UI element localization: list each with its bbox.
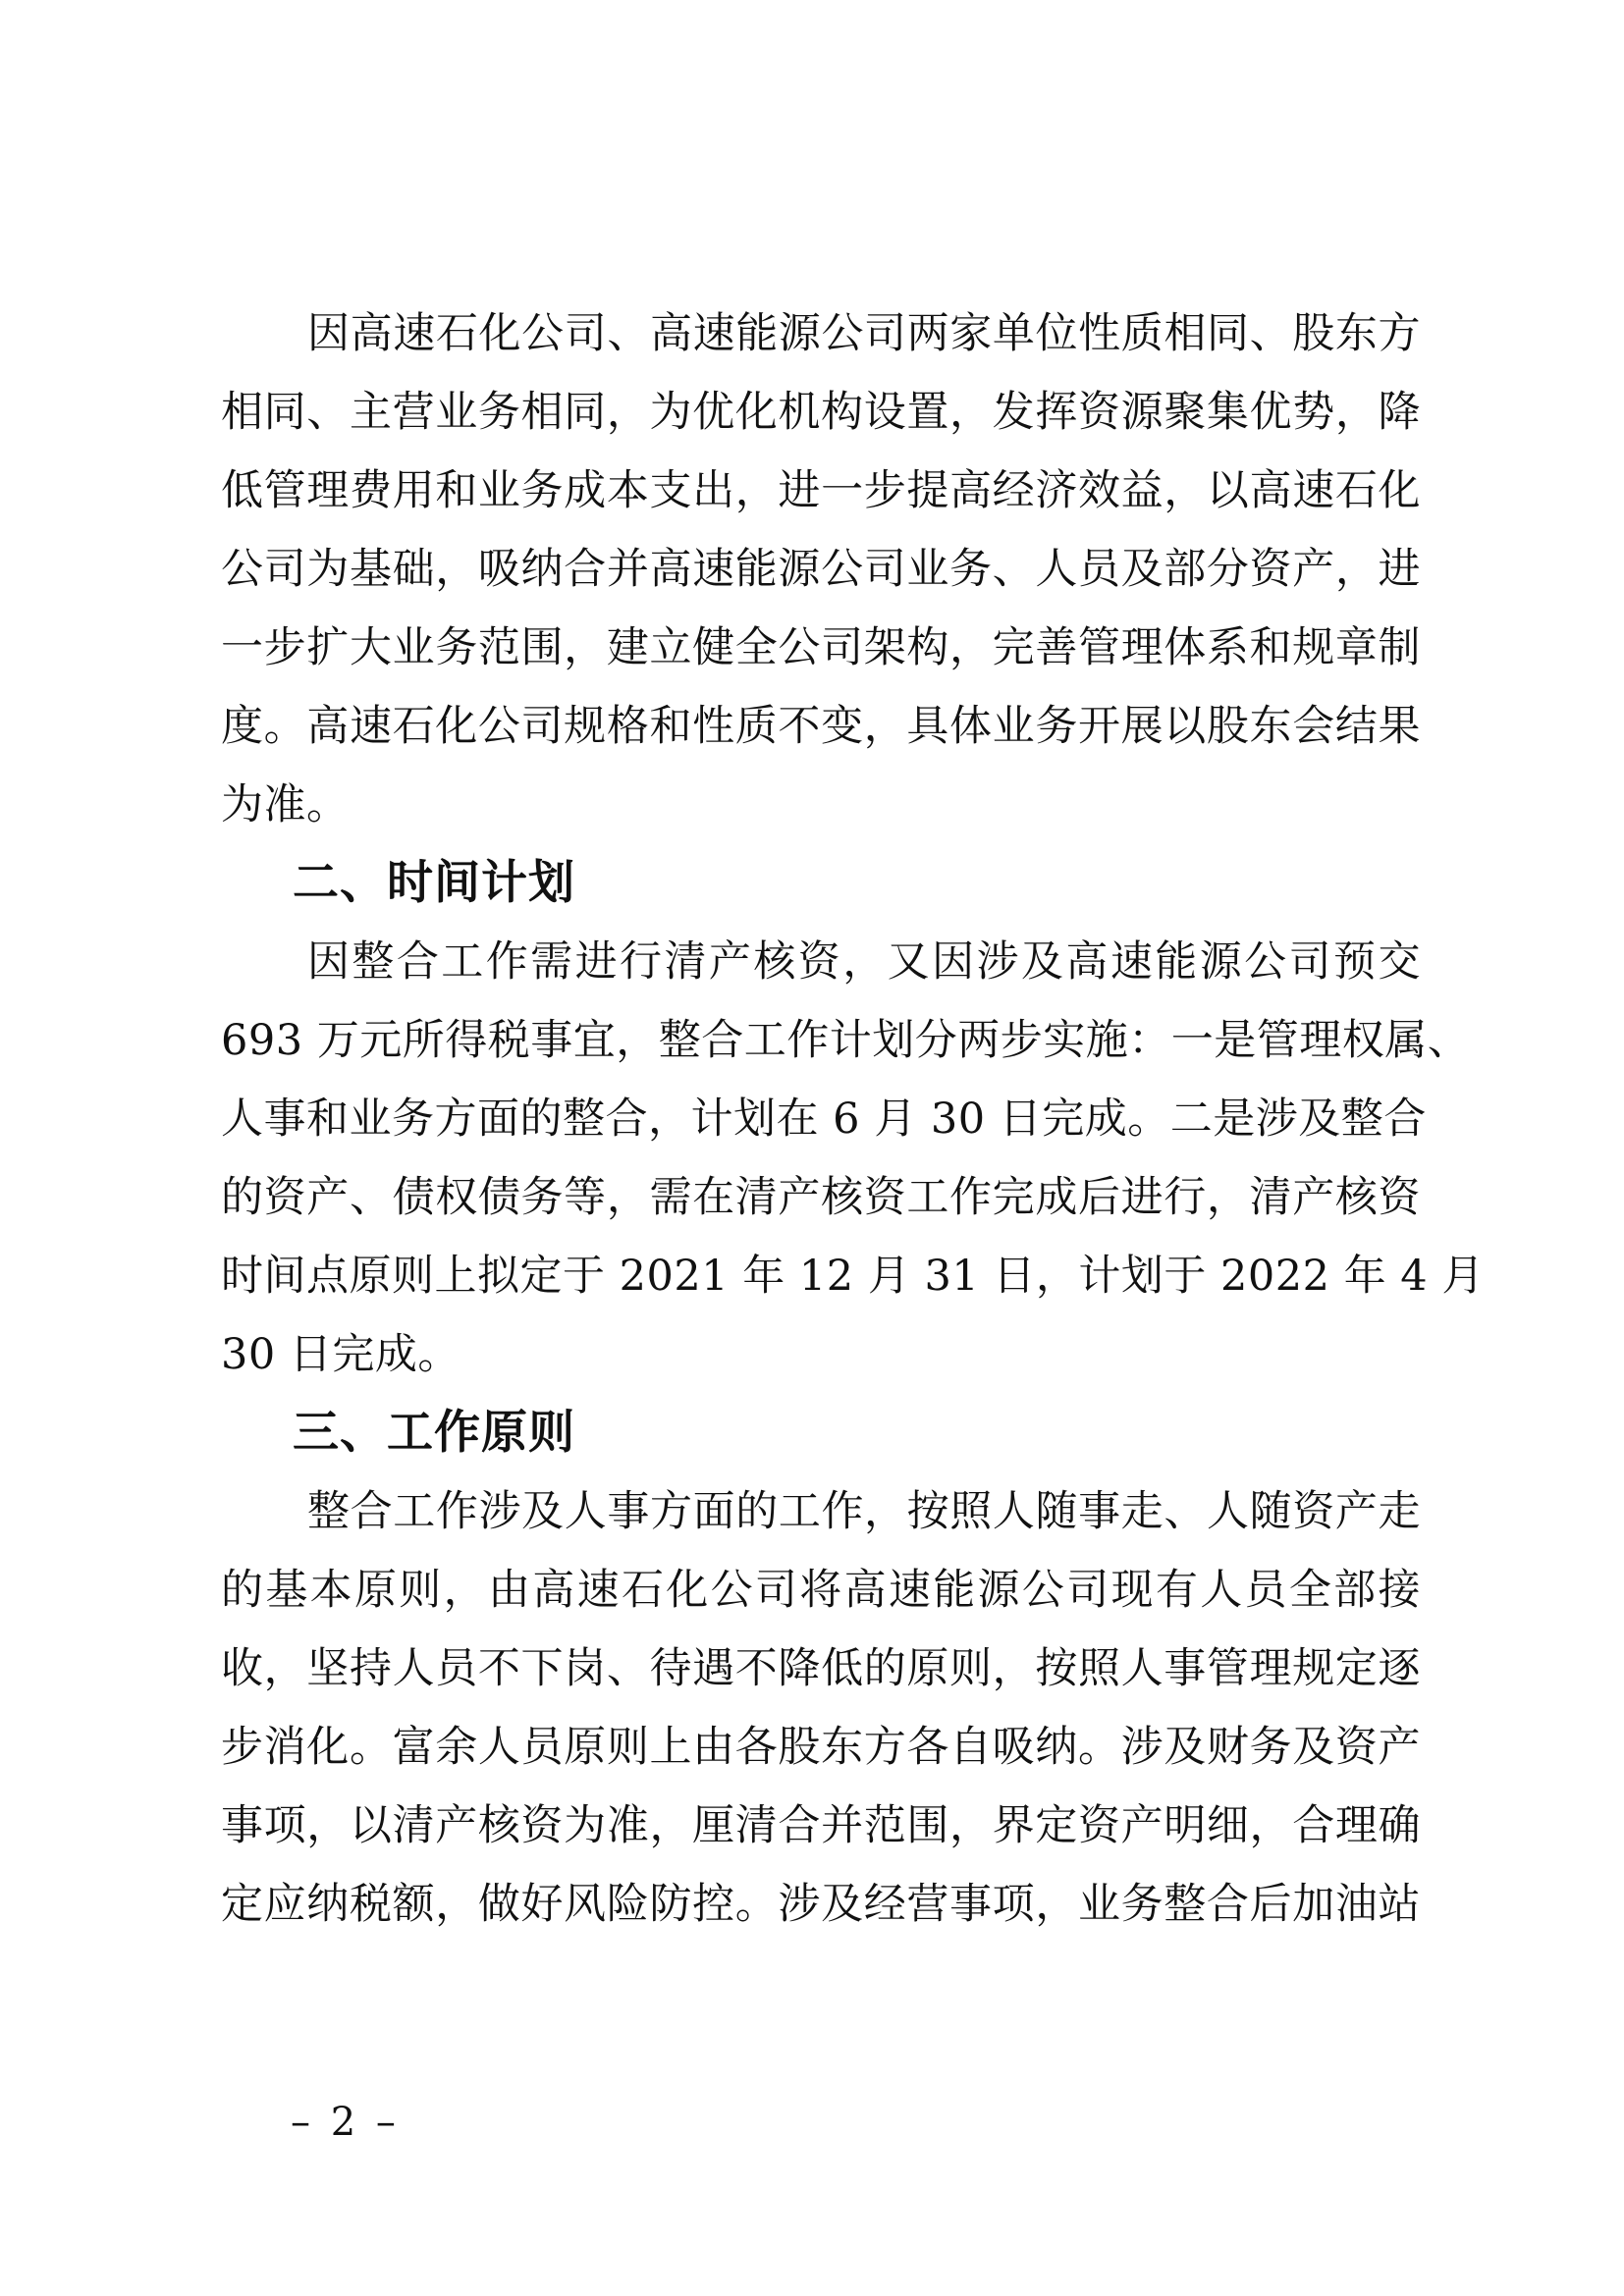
- paragraph1-line: 为准。: [221, 780, 350, 829]
- paragraph3-line: 事项，以清产核资为准，厘清合并范围，界定资产明细，合理确: [221, 1801, 1421, 1850]
- paragraph2-line: 693 万元所得税事宜，整合工作计划分两步实施：一是管理权属、: [221, 1016, 1471, 1065]
- page-number: – 2 –: [291, 2100, 400, 2145]
- paragraph3-line: 整合工作涉及人事方面的工作，按照人随事走、人随资产走: [307, 1487, 1421, 1536]
- section-heading-work-principles: 三、工作原则: [293, 1406, 575, 1460]
- section-heading-time-plan: 二、时间计划: [293, 856, 575, 910]
- paragraph1-line: 因高速石化公司、高速能源公司两家单位性质相同、股东方: [307, 309, 1421, 358]
- paragraph3-line: 定应纳税额，做好风险防控。涉及经营事项，业务整合后加油站: [221, 1880, 1421, 1929]
- paragraph3-line: 的基本原则，由高速石化公司将高速能源公司现有人员全部接: [221, 1566, 1421, 1615]
- paragraph1-line: 公司为基础，吸纳合并高速能源公司业务、人员及部分资产，进: [221, 545, 1421, 594]
- paragraph2-line: 因整合工作需进行清产核资，又因涉及高速能源公司预交: [307, 937, 1421, 987]
- document-body: [221, 294, 1485, 1944]
- paragraph2-line: 时间点原则上拟定于 2021 年 12 月 31 日，计划于 2022 年 4 月: [221, 1252, 1485, 1301]
- paragraph3-line: 步消化。富余人员原则上由各股东方各自吸纳。涉及财务及资产: [221, 1723, 1421, 1772]
- paragraph3-line: 收，坚持人员不下岗、待遇不降低的原则，按照人事管理规定逐: [221, 1644, 1421, 1693]
- paragraph1-line: 一步扩大业务范围，建立健全公司架构，完善管理体系和规章制: [221, 623, 1421, 672]
- paragraph2-line: 的资产、债权债务等，需在清产核资工作完成后进行，清产核资: [221, 1173, 1421, 1222]
- paragraph2-line: 人事和业务方面的整合，计划在 6 月 30 日完成。二是涉及整合: [221, 1095, 1427, 1144]
- paragraph1-line: 相同、主营业务相同，为优化机构设置，发挥资源聚集优势，降: [221, 388, 1421, 437]
- paragraph2-line: 30 日完成。: [221, 1330, 460, 1379]
- paragraph1-line: 度。高速石化公司规格和性质不变，具体业务开展以股东会结果: [221, 702, 1421, 751]
- paragraph1-line: 低管理费用和业务成本支出，进一步提高经济效益，以高速石化: [221, 466, 1421, 515]
